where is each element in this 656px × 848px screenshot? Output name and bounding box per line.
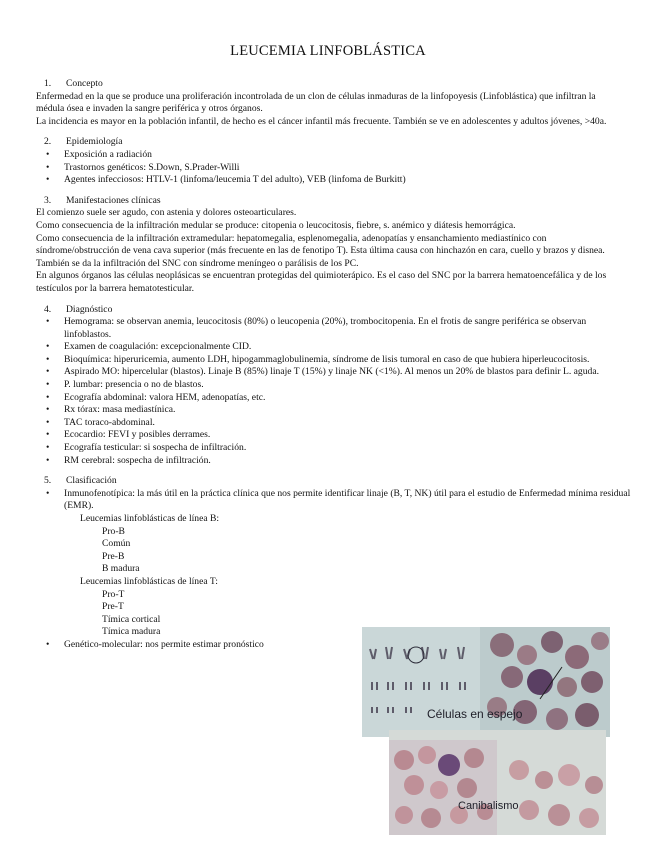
paragraph: Como consecuencia de la infiltración medular se produce: citopenia o leucocitosis, fiebre, s. anémico y diátesis hemorrágica. <box>36 219 516 231</box>
paragraph: Enfermedad en la que se produce una proliferación incontrolada de un clon de células inmaduras de la linfopoyesis (Linfoblástica) que infiltran la médula ósea e invaden la sangre periférica y otros órganos. <box>36 90 596 115</box>
section-epidemiologia <box>36 136 624 186</box>
document-body <box>36 78 631 660</box>
list-item: • TAC toraco-abdominal. <box>36 417 624 430</box>
section-manifestaciones <box>36 195 624 296</box>
immunophenotype-text: Inmunofenotípica: la más útil en la práctica clínica que nos permite identificar linaje (B, T, NK) útil para el estudio de Enfermedad mínima residual (EMR). <box>64 487 631 512</box>
section-heading <box>36 475 366 488</box>
list-item: • Agentes infecciosos: HTLV-1 (linfoma/leucemia T del adulto), VEB (linfoma de Burkitt) <box>36 174 624 187</box>
lineage-item: B madura <box>102 563 140 575</box>
section-title: Clasificación <box>66 475 117 487</box>
image-caption: Células en espejo <box>427 707 523 721</box>
section-title: Diagnóstico <box>66 303 113 315</box>
lineage-item: Tímica cortical <box>102 613 161 625</box>
list-item: • Ecografía abdominal: valora HEM, adenopatías, etc. <box>36 392 624 405</box>
list-item <box>36 488 652 639</box>
image-caption: Canibalismo <box>458 800 519 812</box>
lineage-t-heading: Leucemias linfoblásticas de línea T: <box>80 575 218 587</box>
list-item: • RM cerebral: sospecha de infiltración. <box>36 455 624 468</box>
bullet-list <box>36 487 631 652</box>
section-title: Manifestaciones clínicas <box>66 194 161 206</box>
section-heading <box>36 136 624 149</box>
lineage-item: Pre-B <box>102 550 125 562</box>
bullet-list <box>36 149 624 187</box>
lineage-item: Tímica madura <box>102 626 161 638</box>
paragraph: En algunos órganos las células neoplásicas se encuentran protegidas del quimioterápico. Es el caso del SNC por la barrera hematoencefálica y de los testículos por la barrera hematotesticular. <box>36 270 607 294</box>
lineage-item: Pro-B <box>102 525 125 537</box>
list-item: • Bioquímica: hiperuricemia, aumento LDH, hipogammaglobulinemia, síndrome de lisis tumoral en caso de que hubiera hiperleucocitosis. <box>36 354 624 367</box>
list-item: • Ecocardio: FEVI y posibles derrames. <box>36 429 624 442</box>
list-item: • P. lumbar: presencia o no de blastos. <box>36 379 624 392</box>
bullet-list <box>36 316 624 467</box>
list-item: • Aspirado MO: hipercelular (blastos). Linaje B (85%) linaje T (15%) y linaje NK (<1%). Al menos un 20% de blastos para definir L. aguda. <box>36 366 624 379</box>
section-title: Concepto <box>66 78 103 89</box>
section-heading <box>36 78 624 91</box>
lineage-item: Pre-T <box>102 601 124 613</box>
list-item: • Ecografía testicular: si sospecha de infiltración. <box>36 442 624 455</box>
section-clasificacion <box>36 475 631 651</box>
section-heading <box>36 195 624 208</box>
list-item: • Trastornos genéticos: S.Down, S.Prader-Willi <box>36 162 624 175</box>
section-number: 1. <box>44 78 52 89</box>
list-item: • Genético-molecular: nos permite estimar pronóstico <box>36 639 366 652</box>
paragraph: Como consecuencia de la infiltración extramedular: hepatomegalia, esplenomegalia, adenopatías y ensanchamiento mediastínico con síndrome/obstrucción de vena cava superior (más frecuente en las de fenotipo T). Esta última causa con hinchazón en cara, cuello y brazos y disnea. También se da la infiltración del SNC con síndrome meníngeo o parálisis de los PC. <box>36 232 605 269</box>
list-item: • Exposición a radiación <box>36 149 624 162</box>
list-item: • Examen de coagulación: excepcionalmente CID. <box>36 341 624 354</box>
section-concepto <box>36 78 624 128</box>
section-number: 2. <box>44 136 52 148</box>
list-item: • Hemograma: se observan anemia, leucocitosis (80%) o leucopenia (20%), trombocitopenia. En el frotis de sangre periférica se observan linfoblastos. <box>36 316 624 341</box>
section-number: 5. <box>44 475 52 487</box>
section-diagnostico <box>36 304 624 468</box>
paragraph: El comienzo suele ser agudo, con astenia y dolores osteoarticulares. <box>36 207 297 219</box>
lineage-b-heading: Leucemias linfoblásticas de línea B: <box>80 513 220 524</box>
micrograph-illustration <box>389 730 606 835</box>
section-number: 3. <box>44 194 52 206</box>
lineage-item: Pro-T <box>102 588 125 600</box>
section-heading <box>36 304 624 317</box>
cannibalism-micrograph-image <box>389 730 606 835</box>
lineage-item: Común <box>102 538 131 550</box>
section-number: 4. <box>44 303 52 315</box>
page-title: LEUCEMIA LINFOBLÁSTICA <box>230 43 426 59</box>
list-item: • Rx tórax: masa mediastínica. <box>36 404 624 417</box>
paragraph: La incidencia es mayor en la población infantil, de hecho es el cáncer infantil más frecuente. También se ve en adolescentes y adultos jóvenes, >40a. <box>36 115 607 127</box>
section-title: Epidemiología <box>66 136 123 148</box>
